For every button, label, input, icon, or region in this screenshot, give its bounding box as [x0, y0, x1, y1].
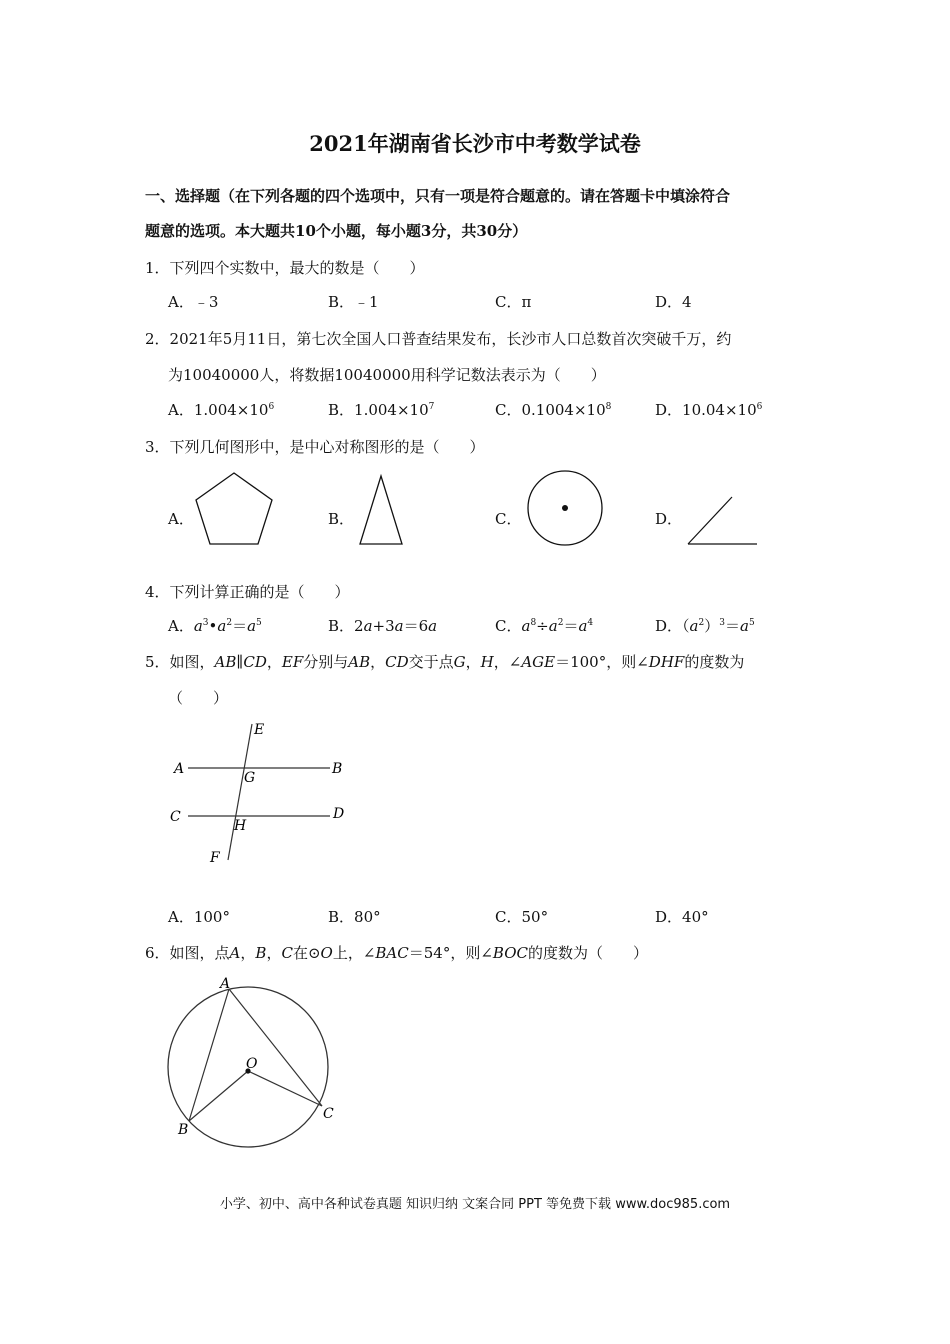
q2-option-d: D．$10.04\times 10^6$	[655, 401, 763, 419]
question-5-stem-line1: 5．如图，AB∥CD，EF分别与AB，CD交于点G，H，∠AGE＝100°，则∠DHF的度数为	[145, 653, 745, 671]
q5-option-d: D．40°	[655, 908, 709, 926]
q3-label-a: A．	[168, 510, 194, 528]
fig6-label-c: C	[323, 1106, 334, 1122]
q5-option-c: C．50°	[495, 908, 549, 926]
angle-figure	[684, 492, 764, 548]
q3-label-c: C．	[495, 510, 522, 528]
q4-option-b: B．2a+3a＝6a	[328, 617, 438, 635]
question-6-stem: 6．如图，点A，B，C在⊙O上，∠BAC＝54°，则∠BOC的度数为（ ）	[145, 944, 648, 962]
fig5-label-b: B	[332, 761, 343, 777]
fig5-label-f: F	[210, 850, 220, 866]
q3-label-b: B．	[328, 510, 355, 528]
q1-option-b: B．﹣1	[328, 293, 379, 311]
q5-option-a: A．100°	[168, 908, 230, 926]
q1-option-c: C．π	[495, 293, 532, 311]
q3-label-d: D．	[655, 510, 683, 528]
q4-option-c: C．$a^8\div a^2=a^4$	[495, 617, 594, 635]
q1-option-a: A．﹣3	[168, 293, 219, 311]
question-2-stem-line1: 2．2021年5月11日，第七次全国人口普查结果发布，长沙市人口总数首次突破千万，约	[145, 330, 732, 348]
q2-option-c: C．$0.1004\times 10^8$	[495, 401, 612, 419]
fig5-label-c: C	[170, 809, 181, 825]
page-footer: 小学、初中、高中各种试卷真题 知识归纳 文案合同 PPT 等免费下载 www.doc985.com	[219, 1197, 731, 1212]
fig5-label-a: A	[174, 761, 185, 777]
fig6-label-o: O	[246, 1056, 258, 1072]
q5-option-b: B．80°	[328, 908, 381, 926]
fig5-label-g: G	[244, 770, 256, 786]
isosceles-triangle-figure	[355, 472, 410, 550]
page-title: 2021年湖南省长沙市中考数学试卷	[309, 131, 641, 156]
q4-option-a: A．$a^3•a^2=a^5$	[168, 617, 262, 635]
question-2-stem-line2: 为10040000人，将数据10040000用科学记数法表示为（ ）	[168, 366, 606, 384]
question-5-stem-line2: （ ）	[168, 689, 229, 707]
fig5-label-e: E	[254, 722, 265, 738]
q4-option-d: D．$(a^2)^3=a^5$	[655, 617, 755, 635]
circle-with-center-figure	[522, 468, 608, 550]
question-4-stem: 4．下列计算正确的是（ ）	[145, 583, 350, 601]
inscribed-angle-circle-figure	[160, 972, 350, 1142]
question-1-stem: 1．下列四个实数中，最大的数是（ ）	[145, 259, 425, 277]
pentagon-figure	[190, 468, 280, 550]
q2-option-b: B．$1.004\times 10^7$	[328, 401, 435, 419]
fig6-label-b: B	[178, 1122, 189, 1138]
section-heading-line1: 一、选择题（在下列各题的四个选项中，只有一项是符合题意的。请在答题卡中填涂符合	[145, 187, 731, 205]
question-3-stem: 3．下列几何图形中，是中心对称图形的是（ ）	[145, 438, 485, 456]
fig5-label-h: H	[234, 818, 247, 834]
parallel-lines-figure	[160, 714, 360, 869]
q2-option-a: A．$1.004\times 10^6$	[168, 401, 275, 419]
fig6-label-a: A	[220, 976, 231, 992]
section-heading-line2: 题意的选项。本大题共10个小题，每小题3分，共30分）	[145, 222, 528, 240]
q1-option-d: D．4	[655, 293, 692, 311]
fig5-label-d: D	[333, 806, 345, 822]
